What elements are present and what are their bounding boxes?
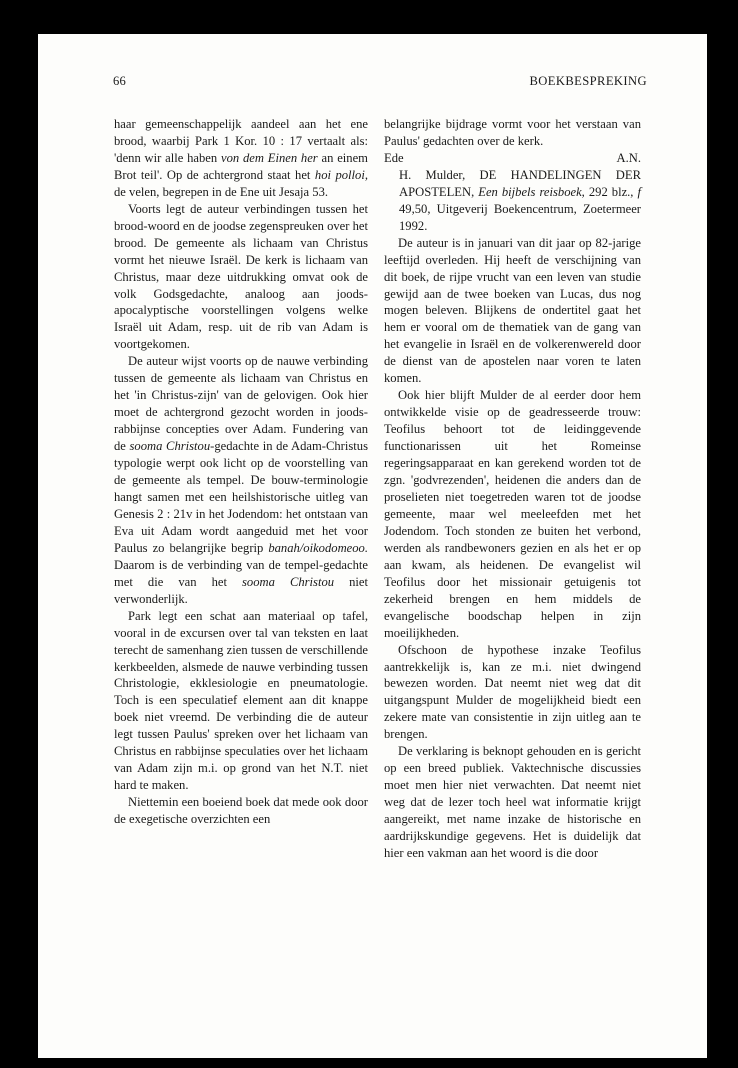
text-run: Daarom is de verbinding van de tempel-gedachte met die van het	[114, 557, 368, 589]
italic-phrase: banah/oikodomeoo.	[268, 540, 368, 555]
signature-initials: A.N.	[616, 150, 641, 165]
text-run: niet verwonderlijk.	[114, 574, 368, 606]
page-number: 66	[113, 74, 126, 88]
paragraph: De verklaring is beknopt gehouden en is gericht op een breed publiek. Vaktechnische discussies moet men hier niet verwachten. Dat neemt niet weg dat de lezer toch heel wat informatie krijgt aangereikt, met name inzake de historische en aardrijkskundige gegevens. Het is duidelijk dat hier een vakman aan het woord is die door	[384, 744, 641, 860]
left-column	[114, 116, 368, 828]
text-run: an einem Brot teil'. Op de achtergrond staat het	[114, 150, 368, 182]
paragraph	[114, 116, 368, 201]
paragraph: Ook hier blijft Mulder de al eerder door hem ontwikkelde visie op de geadresseerde trouw: Teofilus behoort tot de leidinggevende functionarissen uit het Romeinse regeringsapparaat en kan gerekend worden tot de zgn. 'godvrezenden', heidenen die anders dan de proselieten niet toegetreden waren tot de joodse gemeente, maar wel meeleefden met het Jodendom. Toch stonden ze buiten het verbond, werden als randbewoners gezien en als het er op aan kwam, als heidenen. De evangelist wil Teofilus door het missionair getuigenis tot zekerheid brengen en hem middels de evangelische boodschap helpen in zijn moeilijkheden.	[384, 388, 641, 640]
paragraph: De auteur is in januari van dit jaar op 82-jarige leeftijd overleden. Hij heeft de verschijning van dit boek, de rijpe vrucht van een leven van studie gewijd aan de twee boeken van Lucas, dus nog mogen beleven. Blijkens de ondertitel gaat het hem er vooral om de thematiek van de gang van het evangelie in Israël en de volkerenwereld door de dienst van de apostelen naar voren te laten komen.	[384, 235, 641, 386]
paragraph: Ofschoon de hypothese inzake Teofilus aantrekkelijk is, kan ze m.i. niet dwingend bewezen worden. Dat neemt niet weg dat dit uitgangspunt Mulder de mogelijkheid biedt een zekere mate van consistentie in zijn uitleg aan te brengen.	[384, 642, 641, 742]
italic-phrase: Een bijbels reisboek,	[478, 184, 585, 199]
running-header	[113, 74, 647, 92]
text-run: de velen, begrepen in de Ene uit Jesaja 53.	[114, 184, 329, 199]
paragraph: Park legt een schat aan materiaal op tafel, vooral in de excursen over tal van teksten en laat terecht de samenhang zien tussen de verschillende kerkbeelden, alsmede de nauwe verbinding tussen Christologie, ekklesiologie en pneumatologie. Toch is een speculatief element aan dit knappe boek niet vreemd. De verbinding die de auteur legt tussen Paulus' spreken over het lichaam van Christus en rabbijnse speculaties over het lichaam van Adam zijn m.i. op grond van het N.T. niet hard te maken.	[114, 608, 368, 793]
signature-place: Ede	[384, 150, 404, 165]
italic-phrase: sooma Christou	[129, 439, 211, 454]
text-run: H. Mulder, DE HANDELINGEN DER APOSTELEN,	[399, 167, 641, 199]
italic-phrase: f	[637, 184, 641, 199]
paragraph: belangrijke bijdrage vormt voor het verstaan van Paulus' gedachten over de kerk.	[384, 117, 641, 148]
paragraph: Voorts legt de auteur verbindingen tussen het brood-woord en de joodse zegenspreuken over het brood. De gemeente als lichaam van Christus vormt het nieuwe Israël. De kerk is lichaam van Christus, maar deze uitdrukking omvat ook de volk Godsgedachte, analoog aan joods-apocalyptische voorstellingen volgens welke Israël uit Adam, resp. uit de rib van Adam is voortgekomen.	[114, 201, 368, 352]
book-reference	[384, 167, 641, 235]
text-run: De auteur wijst voorts op de nauwe verbinding tussen de gemeente als lichaam van Christus en het 'in Christus-zijn' van de gelovigen. Ook hier moet de achtergrond gezocht worden in joods-rabbijnse concepties over Adam. Fundering van de	[114, 354, 368, 454]
italic-phrase: sooma Christou	[242, 574, 335, 589]
text-run: 49,50, Uitgeverij Boekencentrum, Zoetermeer 1992.	[399, 201, 641, 233]
review-signature	[384, 150, 641, 167]
text-run: haar gemeenschappelijk aandeel aan het ene brood, waarbij Park 1 Kor. 10 : 17 vertaalt als: 'denn wir alle haben	[114, 117, 368, 165]
book-page	[38, 34, 707, 1058]
text-run: -gedachte in de Adam-Christus typologie werpt ook licht op de voorstelling van de gemeente als tempel. De bouw-terminologie hangt samen met een heilshistorische uitleg van Genesis 2 : 21v in het Jodendom: het ontstaan van Eva uit Adam wordt aangeduid met het voor Paulus zo belangrijke begrip	[114, 439, 368, 555]
right-column	[384, 116, 641, 862]
italic-phrase: von dem Einen her	[220, 150, 318, 165]
paragraph: Niettemin een boeiend boek dat mede ook door de exegetische overzichten een	[114, 795, 368, 827]
section-title: BOEKBESPREKING	[529, 74, 647, 88]
italic-phrase: hoi polloi,	[314, 167, 368, 182]
paragraph	[114, 353, 368, 607]
text-run: 292 blz.,	[584, 184, 638, 199]
